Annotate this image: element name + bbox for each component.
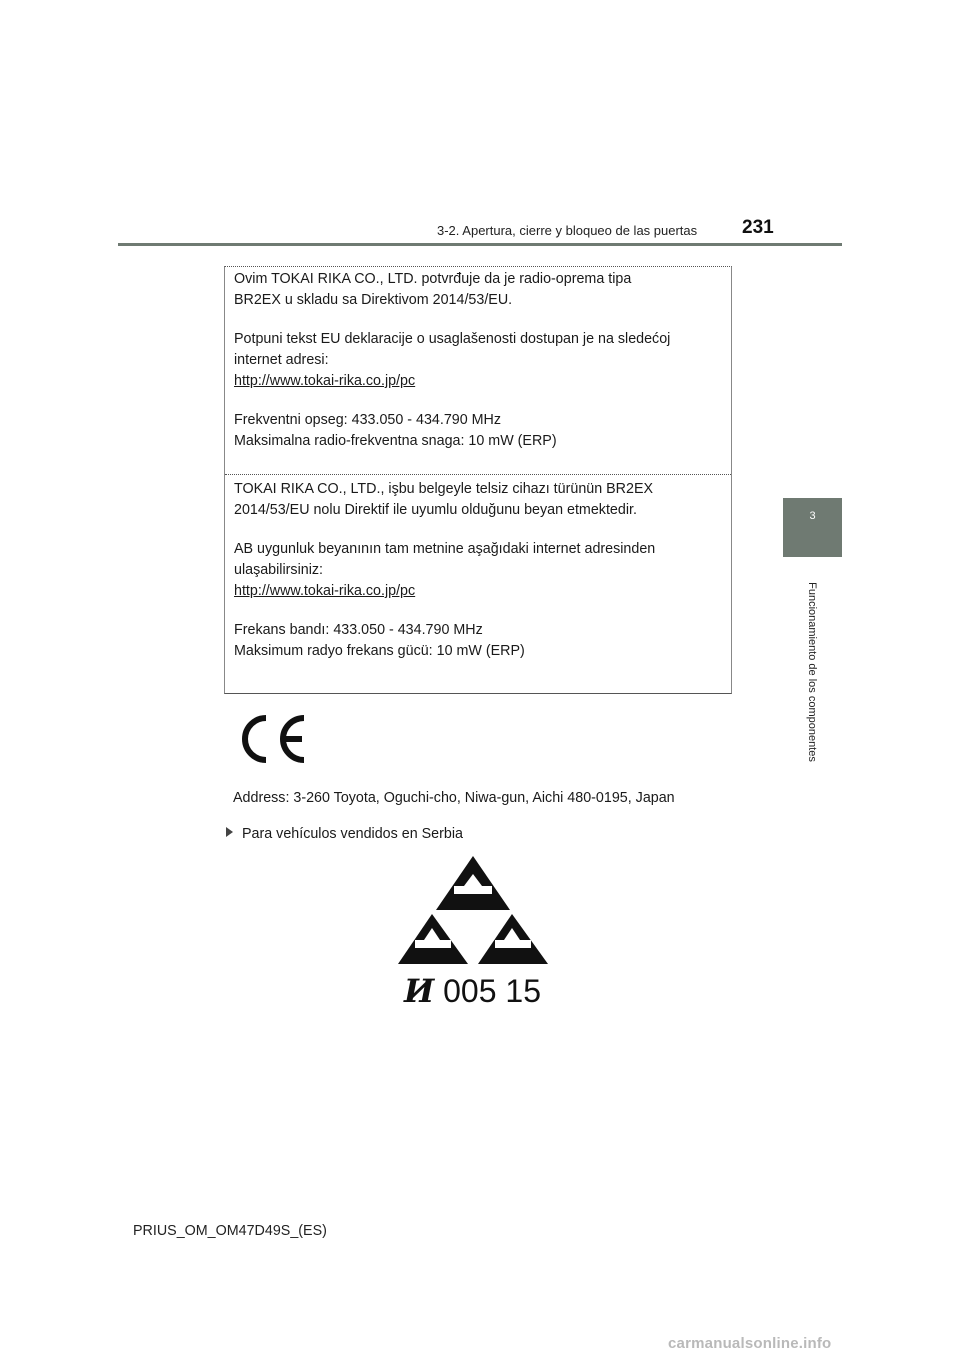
serbian-power: Maksimalna radio-frekventna snaga: 10 mW (ERP) xyxy=(234,433,557,449)
turkish-fulltext-line-1: AB uygunluk beyanının tam metnine aşağıdaki internet adresinden xyxy=(234,541,656,557)
serbian-link[interactable]: http://www.tokai-rika.co.jp/pc xyxy=(234,373,416,389)
serbian-fulltext xyxy=(234,329,722,392)
page-number: 231 xyxy=(742,217,774,238)
section-title: 3-2. Apertura, cierre y bloqueo de las puertas xyxy=(437,223,698,238)
watermark: carmanualsonline.info xyxy=(668,1335,832,1352)
turkish-link[interactable]: http://www.tokai-rika.co.jp/pc xyxy=(234,583,416,599)
bullet-arrow-icon xyxy=(226,827,233,837)
turkish-frequency: Frekans bandı: 433.050 - 434.790 MHz xyxy=(234,622,483,638)
serbia-triangle-mark-icon xyxy=(398,854,548,970)
serbian-line-1: Ovim TOKAI RIKA CO., LTD. potvrđuje da je radio-oprema tipa xyxy=(234,271,632,287)
document-footer: PRIUS_OM_OM47D49S_(ES) xyxy=(133,1223,327,1239)
block-divider xyxy=(225,474,731,475)
chapter-tab xyxy=(783,498,842,557)
chapter-label: Funcionamiento de los componentes xyxy=(806,582,818,762)
manufacturer-address: Address: 3-260 Toyota, Oguchi-cho, Niwa-gun, Aichi 480-0195, Japan xyxy=(233,790,675,806)
turkish-statement xyxy=(234,479,722,521)
serbian-line-2: BR2EX u skladu sa Direktivom 2014/53/EU. xyxy=(234,292,513,308)
turkish-fulltext xyxy=(234,539,722,602)
turkish-line-2: 2014/53/EU nolu Direktif ile uyumlu olduğunu beyan etmektedir. xyxy=(234,502,637,518)
serbia-code-letter: И xyxy=(404,972,435,1010)
turkish-power: Maksimum radyo frekans gücü: 10 mW (ERP) xyxy=(234,643,525,659)
turkish-fulltext-line-2: ulaşabilirsiniz: xyxy=(234,562,323,578)
serbia-heading xyxy=(226,826,463,842)
declaration-box xyxy=(224,266,732,694)
turkish-declaration xyxy=(234,479,722,680)
turkish-line-1: TOKAI RIKA CO., LTD., işbu belgeyle telsiz cihazı türünün BR2EX xyxy=(234,481,654,497)
serbian-frequency: Frekventni opseg: 433.050 - 434.790 MHz xyxy=(234,412,502,428)
turkish-specs xyxy=(234,620,722,662)
serbian-fulltext-line-1: Potpuni tekst EU deklaracije o usaglašenosti dostupan je na sledećoj xyxy=(234,331,671,347)
serbian-declaration xyxy=(234,269,722,470)
ce-mark-icon xyxy=(240,712,310,766)
header-rule xyxy=(118,243,842,246)
chapter-number: 3 xyxy=(809,510,816,522)
serbian-statement xyxy=(234,269,722,311)
serbia-certification-code xyxy=(404,972,541,1010)
serbia-code-number: 005 15 xyxy=(443,973,541,1009)
serbia-heading-text: Para vehículos vendidos en Serbia xyxy=(242,826,463,842)
serbian-specs xyxy=(234,410,722,452)
serbian-fulltext-line-2: internet adresi: xyxy=(234,352,329,368)
